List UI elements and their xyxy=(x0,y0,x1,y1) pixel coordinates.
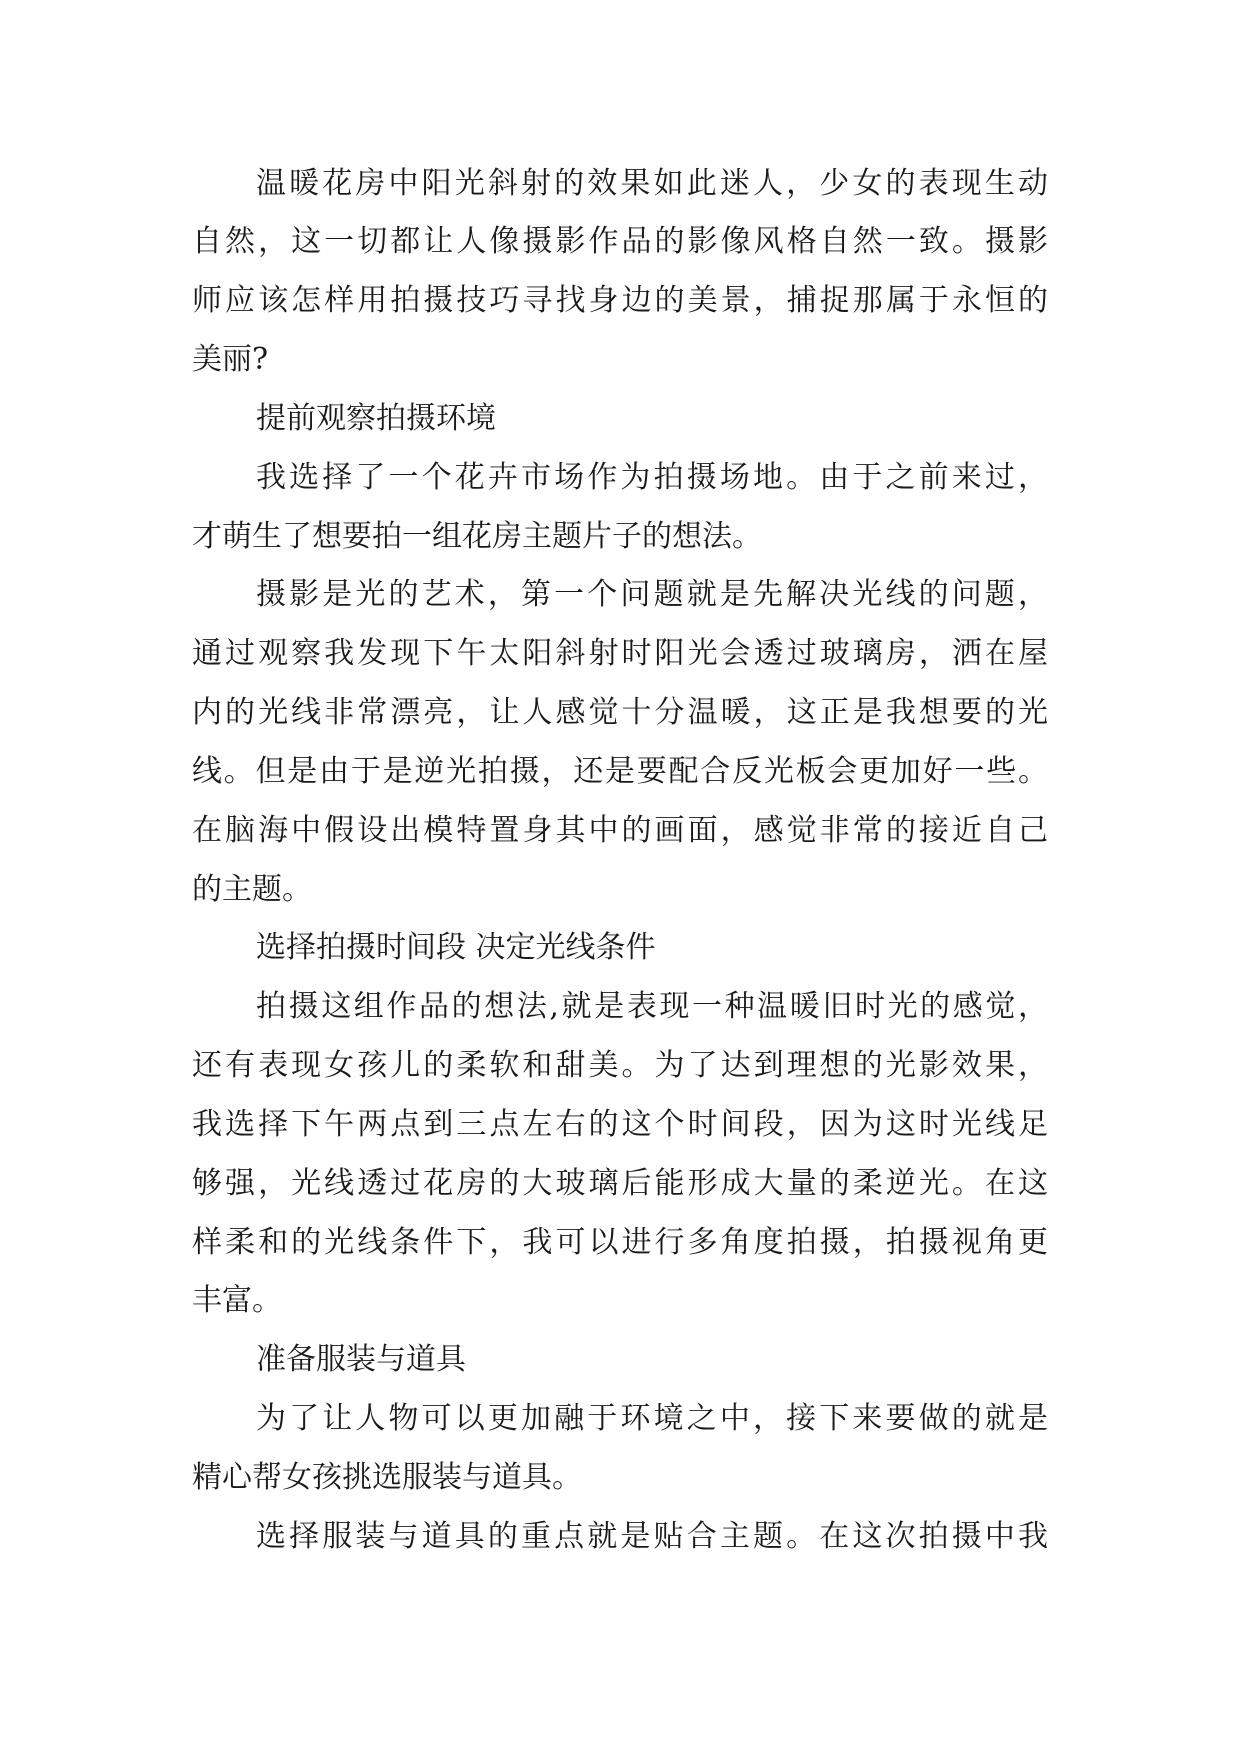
section-heading: 提前观察拍摄环境 xyxy=(256,401,496,436)
paragraph-line: 自然，这一切都让人像摄影作品的影像风格自然一致。摄影 xyxy=(192,224,1048,259)
paragraph-line: 选择服装与道具的重点就是贴合主题。在这次拍摄中我 xyxy=(256,1519,1048,1554)
paragraph-line: 的主题。 xyxy=(192,872,312,907)
paragraph-line: 摄影是光的艺术，第一个问题就是先解决光线的问题， xyxy=(256,577,1048,612)
paragraph-line: 丰富。 xyxy=(192,1283,282,1318)
paragraph-line: 美丽? xyxy=(192,342,269,377)
paragraph-line: 我选择了一个花卉市场作为拍摄场地。由于之前来过， xyxy=(256,460,1048,495)
paragraph-line: 在脑海中假设出模特置身其中的画面，感觉非常的接近自己 xyxy=(192,813,1048,848)
paragraph-line: 我选择下午两点到三点左右的这个时间段，因为这时光线足 xyxy=(192,1107,1048,1142)
paragraph-line: 样柔和的光线条件下，我可以进行多角度拍摄，拍摄视角更 xyxy=(192,1225,1048,1260)
section-heading: 选择拍摄时间段 决定光线条件 xyxy=(256,930,656,965)
paragraph-line: 才萌生了想要拍一组花房主题片子的想法。 xyxy=(192,519,762,554)
paragraph-line: 师应该怎样用拍摄技巧寻找身边的美景，捕捉那属于永恒的 xyxy=(192,283,1048,318)
paragraph-line: 内的光线非常漂亮，让人感觉十分温暖，这正是我想要的光 xyxy=(192,695,1048,730)
section-heading: 准备服装与道具 xyxy=(256,1342,466,1377)
paragraph-line: 温暖花房中阳光斜射的效果如此迷人，少女的表现生动 xyxy=(256,166,1048,201)
paragraph-line: 够强，光线透过花房的大玻璃后能形成大量的柔逆光。在这 xyxy=(192,1166,1048,1201)
paragraph-line: 线。但是由于是逆光拍摄，还是要配合反光板会更加好一些。 xyxy=(192,754,1048,789)
paragraph-line: 精心帮女孩挑选服装与道具。 xyxy=(192,1460,582,1495)
paragraph-line: 通过观察我发现下午太阳斜射时阳光会透过玻璃房，洒在屋 xyxy=(192,636,1048,671)
paragraph-line: 还有表现女孩儿的柔软和甜美。为了达到理想的光影效果， xyxy=(192,1048,1048,1083)
paragraph-line: 为了让人物可以更加融于环境之中，接下来要做的就是 xyxy=(256,1401,1048,1436)
paragraph-line: 拍摄这组作品的想法,就是表现一种温暖旧时光的感觉， xyxy=(256,989,1048,1024)
